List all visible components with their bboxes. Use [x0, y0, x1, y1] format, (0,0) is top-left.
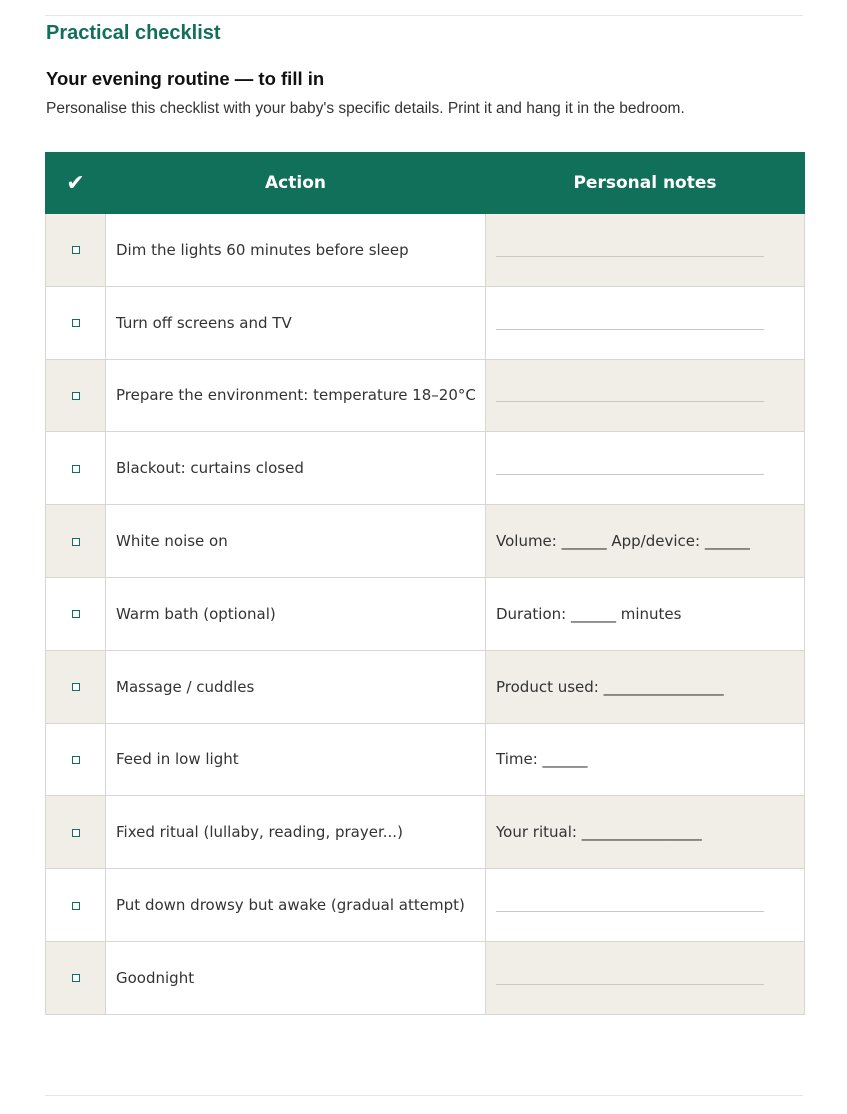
row-checkbox-cell [46, 286, 106, 359]
row-checkbox-cell [46, 723, 106, 796]
row-checkbox-cell [46, 941, 106, 1014]
checkbox-icon[interactable] [72, 829, 80, 837]
table-row [46, 869, 805, 942]
checkbox-icon[interactable] [72, 902, 80, 910]
row-action: Warm bath (optional) [106, 577, 486, 650]
row-notes: Duration: ______ minutes [486, 577, 805, 650]
table-header-row [46, 153, 805, 214]
notes-blank-line [496, 975, 764, 985]
row-notes: Your ritual: ________________ [486, 796, 805, 869]
notes-blank-line [496, 247, 764, 257]
notes-blank-line [496, 392, 764, 402]
notes-blank-line [496, 465, 764, 475]
checkbox-icon[interactable] [72, 538, 80, 546]
row-checkbox-cell [46, 869, 106, 942]
row-action: Put down drowsy but awake (gradual attempt) [106, 869, 486, 942]
table-row [46, 650, 805, 723]
row-notes [486, 869, 805, 942]
row-notes: Product used: ________________ [486, 650, 805, 723]
checkbox-icon[interactable] [72, 974, 80, 982]
row-checkbox-cell [46, 432, 106, 505]
row-action: Blackout: curtains closed [106, 432, 486, 505]
row-checkbox-cell [46, 505, 106, 578]
row-notes [486, 941, 805, 1014]
intro-text: Personalise this checklist with your baby's specific details. Print it and hang it in the bedroom. [46, 100, 685, 117]
row-action: Feed in low light [106, 723, 486, 796]
row-action: Dim the lights 60 minutes before sleep [106, 214, 486, 287]
table-row [46, 796, 805, 869]
checkbox-icon[interactable] [72, 756, 80, 764]
table-row [46, 214, 805, 287]
table-row [46, 432, 805, 505]
notes-blank-line [496, 320, 764, 330]
notes-blank-line [496, 902, 764, 912]
table-row [46, 577, 805, 650]
checkbox-icon[interactable] [72, 610, 80, 618]
row-notes: Time: ______ [486, 723, 805, 796]
row-notes [486, 286, 805, 359]
checklist-rows [46, 214, 805, 1015]
row-action: White noise on [106, 505, 486, 578]
row-checkbox-cell [46, 359, 106, 432]
checkbox-icon[interactable] [72, 683, 80, 691]
section-title: Practical checklist [46, 22, 221, 44]
row-notes: Volume: ______ App/device: ______ [486, 505, 805, 578]
checkbox-icon[interactable] [72, 392, 80, 400]
top-divider [45, 15, 803, 16]
checkbox-icon[interactable] [72, 319, 80, 327]
row-action: Massage / cuddles [106, 650, 486, 723]
row-action: Goodnight [106, 941, 486, 1014]
table-row [46, 941, 805, 1014]
action-column-header: Action [106, 153, 486, 214]
checkbox-icon[interactable] [72, 465, 80, 473]
table-row [46, 359, 805, 432]
page-heading: Your evening routine — to fill in [46, 68, 325, 89]
bottom-divider [45, 1095, 803, 1096]
table-row [46, 723, 805, 796]
row-checkbox-cell [46, 577, 106, 650]
row-action: Prepare the environment: temperature 18–20°C [106, 359, 486, 432]
notes-column-header: Personal notes [486, 153, 805, 214]
row-checkbox-cell [46, 650, 106, 723]
row-action: Fixed ritual (lullaby, reading, prayer...) [106, 796, 486, 869]
row-checkbox-cell [46, 214, 106, 287]
row-checkbox-cell [46, 796, 106, 869]
checklist-table [45, 152, 805, 1015]
table-row [46, 505, 805, 578]
row-notes [486, 432, 805, 505]
row-notes [486, 214, 805, 287]
checkbox-icon[interactable] [72, 246, 80, 254]
row-notes [486, 359, 805, 432]
check-column-header: ✔ [46, 153, 106, 214]
table-row [46, 286, 805, 359]
row-action: Turn off screens and TV [106, 286, 486, 359]
